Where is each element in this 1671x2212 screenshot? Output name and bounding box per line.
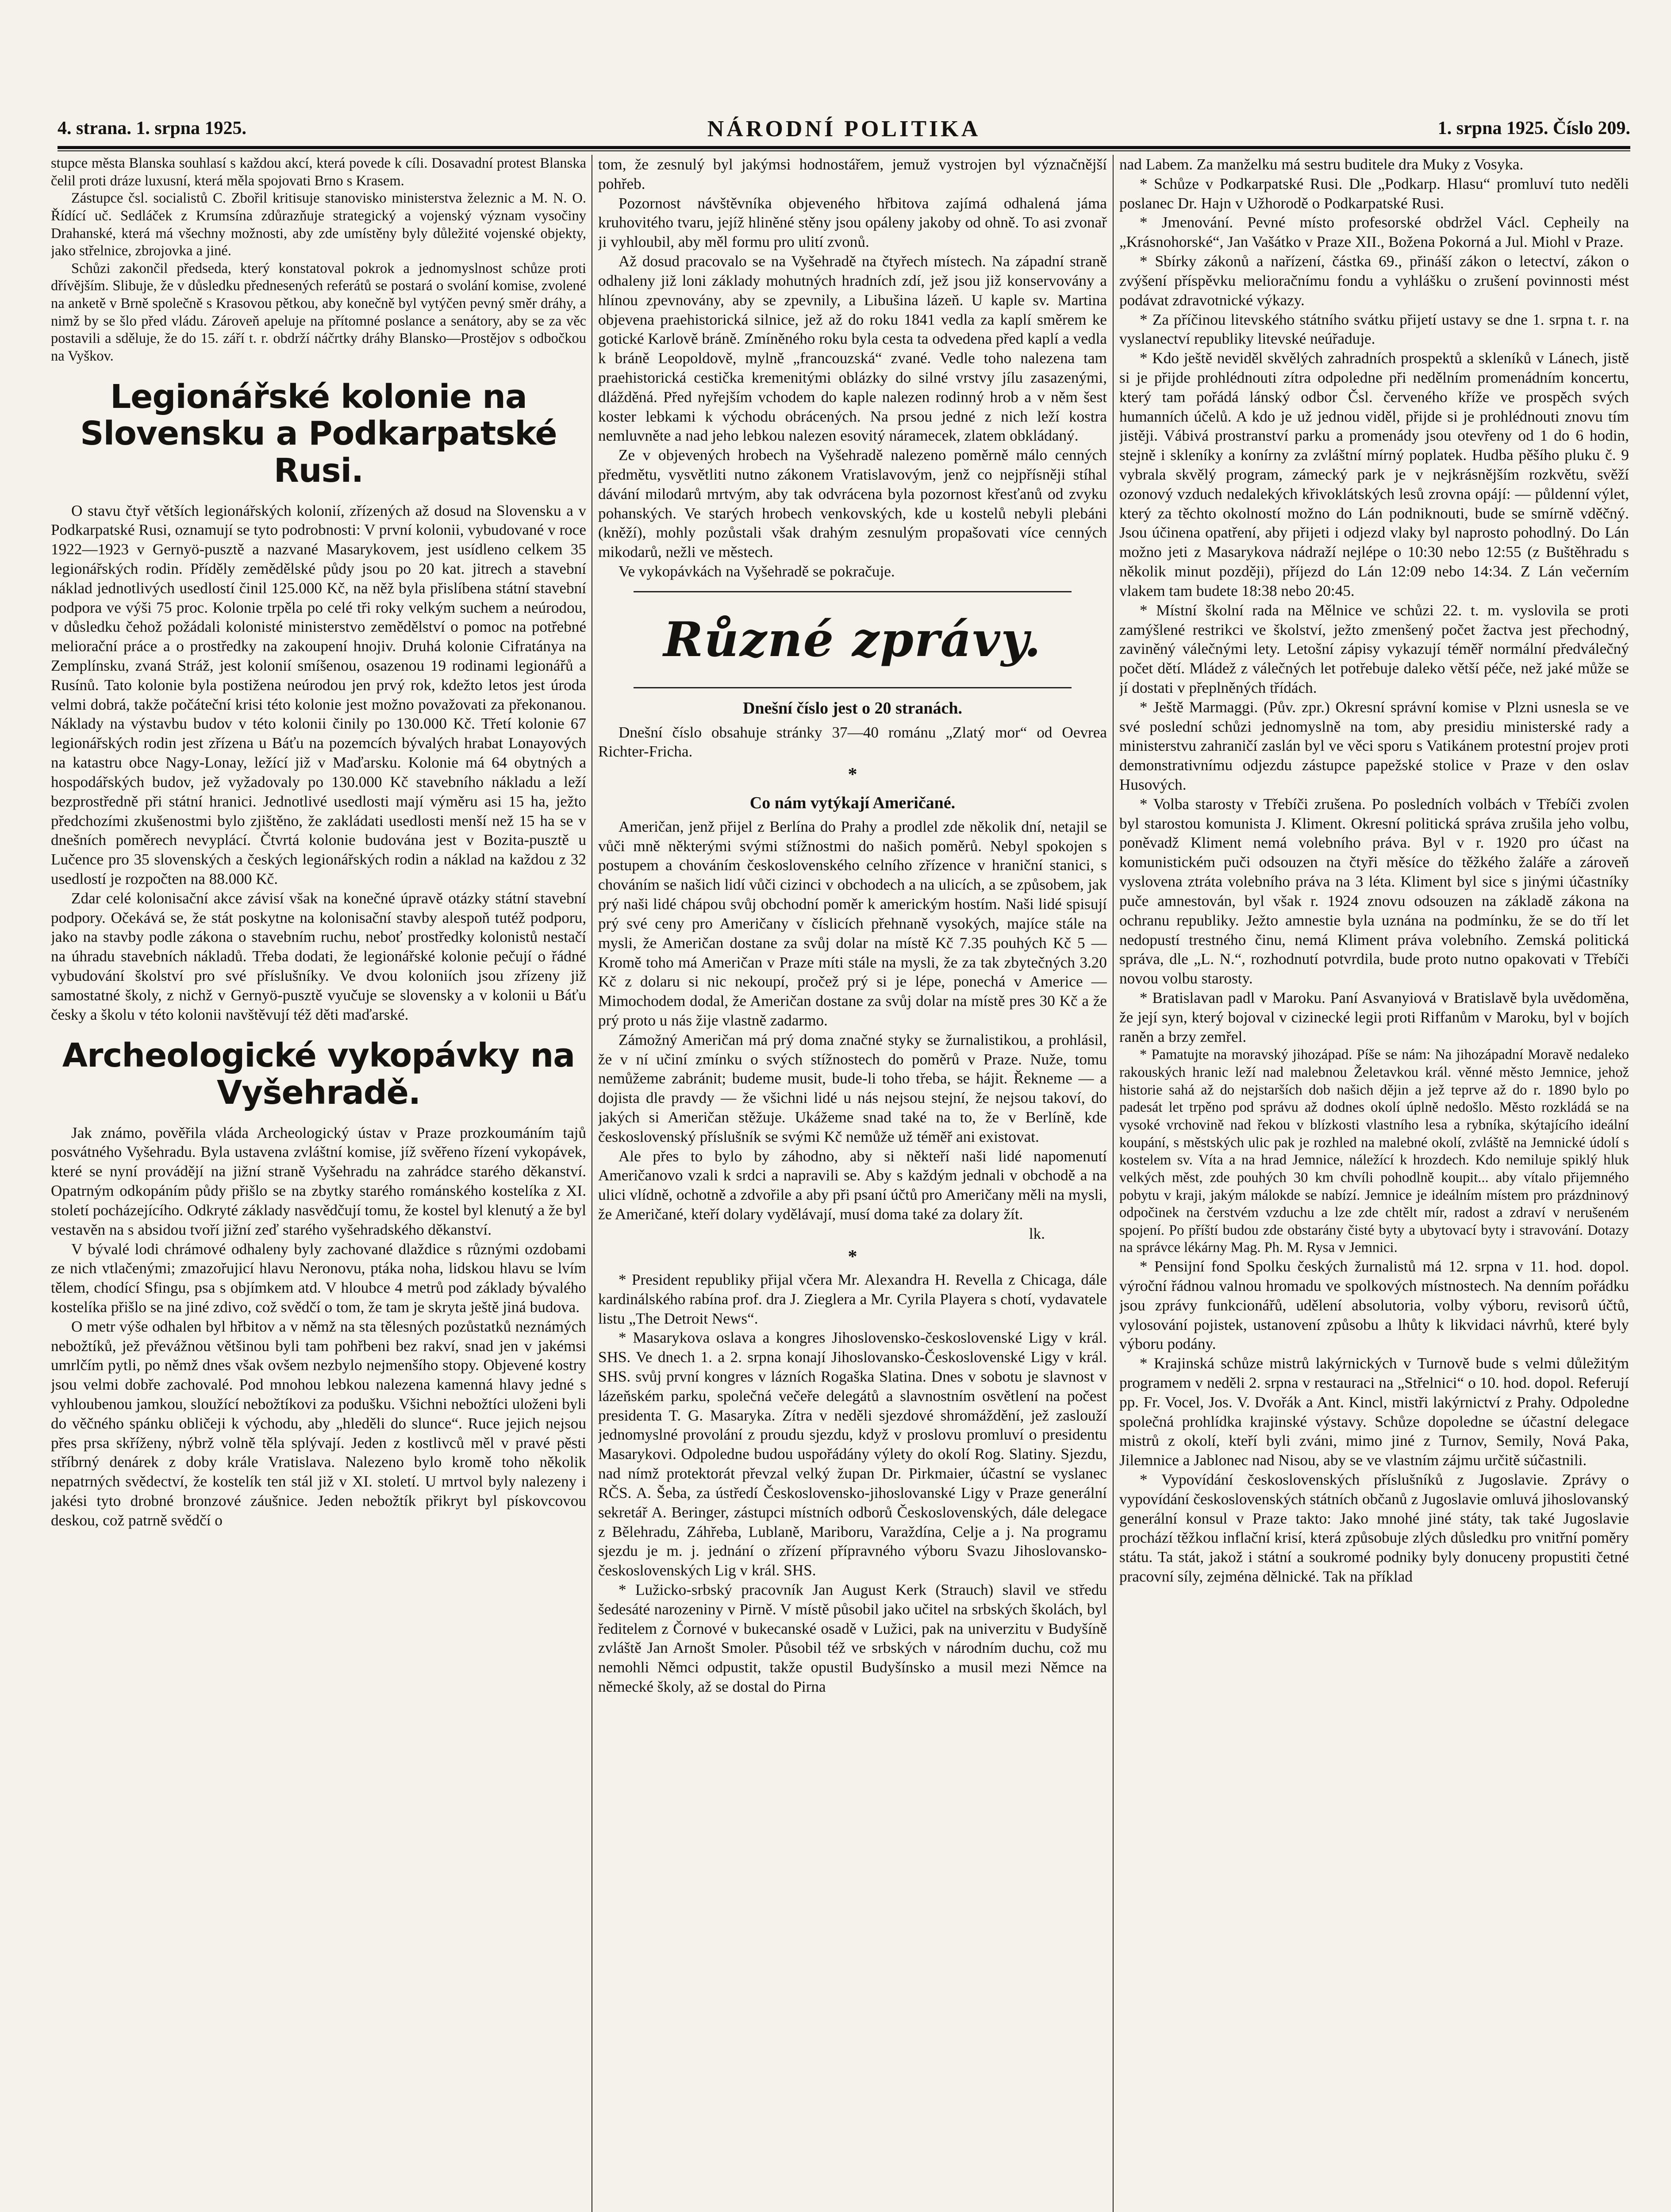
article-paragraph: Zdar celé kolonisační akce závisí však na konečné úpravě otázky státní stavební podpory. Očekává se, že stát poskytne na kolonisační stavby alespoň tutéž podporu, jako na stavby podle zákona o stavebním ruchu, neboť prostředky kolonistů nestačí na úhradu stavebních nákladů. Třeba dodati, že legionářské kolonie pečují o řádné vybudování školství pro své příslušníky. Ve dvou koloniích jsou zřízeny již samostatné školy, z nichž v Gernyö-pusztě vyučuje se slovensky a v kolonii u Báťu česky a školu v této kolonii navštěvují též děti maďarské.	[51, 889, 586, 1023]
news-item: * Vypovídání československých příslušníků z Jugoslavie. Zprávy o vypovídání československých státních občanů z Jugoslavie omluvá jihoslovanský generální konsul v Praze takto: Jako mnohé jiné státy, tak také Jugoslavie prochází těžkou inflační krisí, která způsobuje zlých důsledku pro vnitřní poměry státu. Ta stát, jakož i státní a soukromé podniky byly donuceny propustiti četné pracovní síly, zejména dělnické. Tak na příklad	[1119, 1471, 1629, 1586]
article-paragraph: Zámožný Američan má prý doma značné styky se žurnalistikou, a prohlásil, že v ní učiní zmínku o svých stížnostech do poměrů v Praze. Nuže, tomu nemůžeme zabránit; budeme musit, bude-li toho třeba, se hájit. Řekneme — a dojista dle pravdy — že všichni lidé u nás nejsou stejní, že nejsou takoví, do jakých si Američan stěžuje. Ukážeme snad také na to, že v Berlíně, kde československý příslušník se svými Kč nemůže už téměř ani existovat.	[598, 1031, 1107, 1145]
news-item: * Za příčinou litevského státního svátku přijetí ustavy se dne 1. srpna t. r. na vyslanectví republiky litevské neúřaduje.	[1119, 311, 1629, 348]
news-item: * Ještě Marmaggi. (Pův. zpr.) Okresní správní komise v Plzni usnesla se ve své poslední schůzi jednomyslně na tom, aby presidiu ministerské rady a ministerstvu zahraničí zaslán byl ve věci sporu s Vatikánem protestní projev proti demonstrativnímu odjezdu zástupce papežské stolice v Praze v den oslav Husových.	[1119, 698, 1629, 793]
headline-archaeology: Archeologické vykopávky na Vyšehradě.	[62, 1037, 575, 1112]
news-item: * Místní školní rada na Mělnice ve schůzi 22. t. m. vyslovila se proti zamýšlené restrikci ve školství, ježto zmenšený počet žactva jest přechodný, zaviněný válečnými lety. Letošní zápisy vykazují téměř normální předválečný počet dětí. Mládež z válečných let potřebuje daleko větší péče, než jaké může se jí dostati v přeplněných třídách.	[1119, 601, 1629, 696]
article-paragraph: Dnešní číslo obsahuje stránky 37—40 románu „Zlatý mor“ od Oevrea Richter-Fricha.	[598, 723, 1107, 760]
article-paragraph: O stavu čtyř větších legionářských kolonií, zřízených až dosud na Slovensku a v Podkarpatské Rusi, oznamují se tyto podrobnosti: V první kolonii, vybudované v roce 1922—1923 v Gernyö-pusztě a nazvané Masarykovem, jest usídleno celkem 35 legionářských rodin. Příděly zemědělské půdy jsou po 20 kat. jitrech a stavební náklad jednotlivých usedlostí činil 125.000 Kč, na něž byla přislíbena státní stavební podpora ve výši 75 proc. Kolonie trpěla po celé tři roky velkým suchem a neúrodou, v důsledku čehož požádali kolonisté ministerstvo zemědělství o pomoc na potřebné meliorační práce a o prostředky na zakoupení hnojiv. Druhá kolonie Cifratánya na Zemplínsku, zvaná Stráž, jest kolonií smíšenou, osazenou 19 rodinami legionářů a Rusínů. Tato kolonie byla postižena neúrodou jen prvý rok, kdežto letos jest úroda velmi dobrá, takže počáteční krisi této kolonie jest možno považovati za překonanou. Náklady na výstavbu budov v této kolonii činily po 130.000 Kč. Třetí kolonie 67 legionářských rodin jest zřízena u Báťu na pozemcích bývalých hrabat Lonayových na katastru obce Nagy-Lonay, ležící již v Maďarsku. Kolonie má 64 obytných a hospodářských budov, jež vyžadovaly po 130.000 Kč stavebního nákladu a leží bezprostředně při státní hranici. Jednotlivé usedlosti mají výměru asi 15 ha, ježto předchozími zkušenostmi bylo zjištěno, že zakládati usedlosti menší než 15 ha se v dnešních poměrech nevyplácí. Čtvrtá kolonie budována jest v Bozita-pusztě u Lučence pro 35 slovenských a českých legionářských rodin a náklad na každou z 32 usedlostí je rozpočten na 88.000 Kč.	[51, 502, 586, 887]
article-paragraph: tom, že zesnulý byl jakýmsi hodnostářem, jemuž vystrojen byl význačnější pohřeb.	[598, 156, 1107, 192]
date-issue-number: 1. srpna 1925. Číslo 209.	[1437, 118, 1630, 138]
column-2	[598, 155, 1107, 2212]
article-paragraph: Až dosud pracovalo se na Vyšehradě na čtyřech místech. Na západní straně odhaleny již loni základy mohutných hradních zdí, jež jsou již konservovány a hlínou zpevnovány, aby se zpevnily, a Libušina lázeň. U kaple sv. Martina objevena praehistorická silnice, jež až do roku 1841 vedla za kaplí směrem ke gotické Karlově bráně. Zmíněného roku byla cesta ta odvedena před kaplí a vedla k bráně Leopoldově, mylně „francouzská“ zvané. Vedle toho nalezena tam praehistorická cestička kremenitými oblázky do silné vrstvy jílu zasazenými, dlážděná. Před nyřejším vchodem do kaple nalezen rodinný hrob a v něm šest koster lebkami k východu obrácených. Na prsou jedné z nich leží kostra nemluvněte a nad jeho lebkou nalezen esovitý náramecek, zlatem obkládaný.	[598, 253, 1107, 445]
article-paragraph: O metr výše odhalen byl hřbitov a v němž na sta tělesných pozůstatků neznámých nebožtíků, jež převážnou většinou byli tam pohřbeni bez rakví, snad jen v jakémsi umrlčím pytli, po němž dnes však ovšem nezbylo nejmenšího stopy. Objevené kostry jsou velmi dobře zachovalé. Pod mnohou lebkou nalezena kamenná hlavy jedné s vyhloubenou jamkou, sloužící nebožtíkovi za podušku. Všichni nebožtíci uloženi byli do věčného spánku obličeji k východu, aby „hleděli do slunce“. Ruce jejich nejsou přes prsa skříženy, nýbrž volně těla splývají. Jeden z kostlivců měl v pravé pěsti stříbrný denárek z doby krále Vratislava. Nalezeno bylo kromě toho několik nepatrných svědectví, že kostelík ten stál již v XI. století. U mrtvol byly nalezeny i jakési tyto drobné bronzové záušnice. Jeden nebožtík přikryt byl pískovcovou deskou, což patrně svědčí o	[51, 1317, 586, 1529]
news-item: * Bratislavan padl v Maroku. Paní Asvanyiová v Bratislavě byla uvědoměna, že její syn, který bojoval v cizinecké legii proti Riffanům v Maroku, byl v bojích raněn a brzy zemřel.	[1119, 989, 1629, 1045]
header-rule-thin	[58, 150, 1630, 151]
news-item: * Sbírky zákonů a nařízení, částka 69., přináší zákon o letectví, zákon o zvýšení příspěvku melioračnímu fondu a vyhlášku o zrušení povinnosti mést podávat zdravotnické výkazy.	[1119, 253, 1629, 309]
news-item: * Jmenování. Pevné místo profesorské obdržel Václ. Cepheily na „Krásnohorské“, Jan Vašátko v Praze XII., Božena Pokorná a Jul. Miohl v Praze.	[1119, 214, 1629, 251]
news-item: * Masarykova oslava a kongres Jihoslovensko-československé Ligy v král. SHS. Ve dnech 1. a 2. srpna konají Jihoslovansko-Československé Ligy v král. SHS. svůj první kongres v lázních Rogaška Slatina. Dnes v sobotu je slavnost v lázeňském parku, společná večeře delegátů a slavnostním osvětlení na počest presidenta T. G. Masaryka. Zítra v neděli sjezdové shromáždění, jež zaslouží jednomyslné provolání z proudu sjezdu, když v proslovu promluví o presidentu Masarykovi. Odpoledne budou uspořádány výlety do okolí Rog. Slatiny. Sjezdu, nad nímž protektorát převzal velký župan Dr. Pirkmaier, účastní se vyslanec RČS. A. Šeba, za ústředí Československo-jihoslovanské Ligy v Praze generální sekretář A. Beringer, zástupci místních odborů Československých, dále delegace z Bělehradu, Záhřeba, Lublaně, Mariboru, Varaždína, Celje a j. Na programu sjezdu je m. j. jednání o zřízení přípravného výboru Svazu Jihoslovansko-československých Lig v král. SHS.	[598, 1329, 1107, 1579]
news-item: * Pamatujte na moravský jihozápad. Píše se nám: Na jihozápadní Moravě nedaleko rakouských hranic leží nad malebnou Želetavkou král. věnné město Jemnice, jehož historie sahá až do nejstarších dob našich dějin a jež teprve až do r. 1890 bylo po padesát let trpěno pod správu až dodnes okolí úplně nedošlo. Město rozkládá se na vysoké vrchovině nad řekou v blízkosti vlastního lesa a rybníka, skýtajícího ideální koupání, s městských ulic pak je rozhled na malebné okolí, zvláště na Jemnické údolí s kostelem sv. Víta a na hrad Jemnice, náležící k hrozdech. Kdo nemiluje spiklý hluk velkých měst, zde pouhých 30 km chvíli pohodlně koupit... aby vítalo přijemného pobytu v kraji, jakým málokde se nabízí. Jemnice je ideálním místem pro prázdninový odpočinek na čerstvém vzduchu a lze zde chtělt mír, radost a zdraví v nerušeném spojení. Po příští budou zde obstarány čisté byty a ubytovací byty i stravování. Dotazy na správce lékárny Mag. Ph. M. Rysa v Jemnici.	[1119, 1047, 1629, 1256]
article-paragraph: Ze v objevených hrobech na Vyšehradě nalezeno poměrně málo cenných předmětu, vysvětliti nutno zákonem Vratislavovým, jenž co nejpřísněji stíhal dávání milodarů mrtvým, aby tak odvrácena byla pozornost křesťanů od zvyku pohanských. Ve starých hrobech venkovských, kde u kostelů nebyli plebáni (kněží), mohly pozůstali však drahým zesnulým propašovati více cenných mikodarů, nežli ve městech.	[598, 446, 1107, 561]
section-heading-various-news: Různé zprávy.	[663, 611, 1042, 668]
masthead	[58, 116, 1630, 143]
separator-asterisk: *	[848, 1246, 857, 1267]
column-3	[1119, 155, 1629, 2212]
news-item: * Krajinská schůze mistrů lakýrnických v Turnově bude s velmi důležitým programem v neděli 2. srpna v restauraci na „Střelnici“ o 10. hod. dopol. Referují pp. Fr. Vocel, Jos. V. Dvořák a Ant. Kincl, mistři lakýrnictví z Prahy. Odpoledne společná prohlídka krajinské výstavy. Schůze dopoledne se účastní delegace mistrů z okolí, kteří byli zváni, mimo jiné z Turnov, Semily, Nová Paka, Jilemnice a Jablonec nad Nisou, aby se ve vlastním zájmu určitě súčastnili.	[1119, 1355, 1629, 1469]
news-item: * President republiky přijal včera Mr. Alexandra H. Revella z Chicaga, dále kardinálského rabína prof. dra J. Zieglera a Mr. Cyrila Playera s chotí, vydavatele listu „The Detroit News“.	[598, 1271, 1107, 1327]
article-paragraph: Jak známo, pověřila vláda Archeologický ústav v Praze prozkoumáním tajů posvátného Vyšehradu. Byla ustavena zvláštní komise, jíž svěřeno řízení vykopávek, které se nyní provádějí na jižní straně Vyšehradu na zahrádce starého děkanství. Opatrným odkopáním půdy přišlo se na zbytky starého románského kostelíka z XI. století pocházejícího. Odkryté základy nasvědčují tomu, že kostel byl klenutý a že byl vestavěn na s absidou tvoří jižní zeď starého vyšehradského děkanství.	[51, 1124, 586, 1238]
headline-legion-colonies: Legionářské kolonie na Slovensku a Podkarpatské Rusi.	[80, 377, 557, 490]
article-paragraph: V bývalé lodi chrámové odhaleny byly zachované dlaždice s různými ozdobami ze nich vtlačenými; zmazořujicí hlavu Neronovu, ptáka noha, lidskou hlavu se lvím tělem, chodící Sfingu, psa s objímkem atd. V hloubce 4 metrů pod základy bývalého kostelíka přišlo se na jiné zdivo, což svědčí o tom, že tam je skryta ještě jiná budova.	[51, 1240, 586, 1316]
article-paragraph: Pozornost návštěvníka objeveného hřbitova zajímá odhalená jáma kruhovitého tvaru, jejíž hliněné stěny jsou opáleny jakoby od ohně. To asi zvonař ji vyhloubil, aby měl formu pro ulití zvonů.	[598, 194, 1107, 251]
headline-americans: Co nám vytýkají Američané.	[749, 793, 956, 812]
article-paragraph: Ale přes to bylo by záhodno, aby si někteří naši lidé napomenutí Američanovo vzali k srdci a napravili se. Aby s každým jednali v obchodě a na ulici vlídně, ochotně a zdvořile a aby při psaní účtů pro Američany měli na mysli, že Američané, kteří dolary vydělávají, musí doma také za dolary žít.	[598, 1147, 1107, 1223]
news-item: nad Labem. Za manželku má sestru buditele dra Muky z Vosyka.	[1119, 156, 1524, 173]
news-item: * Volba starosty v Třebíči zrušena. Po posledních volbách v Třebíči zvolen byl starostou komunista J. Kliment. Okresní politická správa zrušila jeho volbu, poněvadž Kliment nemá volebního práva. Byl v r. 1920 pro účast na komunistickém puči odsouzen na čtyři měsíce do těžkého žaláře a zároveň vyslovena ztráta volebního práva na 3 léta. Kliment byl sice s jinými účastníky puče amnestován, byl však r. 1924 znovu odsouzen na základě zákona na ochranu republiky. Ježto amnestie byla uznána na podmínku, že se do tří let nedopustí trestného činu, nemá Kliment práva volebního. Zemská politická správa, dle „L. N.“, rozhodnutí potvrdila, bude proto nutno opakovati v Třebíči novou volbu starosty.	[1119, 795, 1629, 987]
separator-asterisk: *	[848, 764, 857, 785]
newspaper-title: NÁRODNÍ POLITIKA	[707, 116, 981, 142]
column-divider	[1113, 155, 1114, 2212]
news-item: * Pensijní fond Spolku českých žurnalistů má 12. srpna v 11. hod. dopol. výroční řádnou valnou hromadu ve spolkových místnostech. Na denním pořádku jsou zprávy funkcionářů, udělení absolutoria, volby výboru, revisorů účtů, vylosování pojistek, ustanovení způsobu a lhůty k likvidaci návrhů, které byly výboru podány.	[1119, 1258, 1629, 1353]
article-paragraph: stupce města Blanska souhlasí s každou akcí, která povede k cíli. Dosavadní protest Blanska čelil proti dráze luxusní, která měla spojovati Brno s Krasem.	[51, 155, 586, 189]
column-1	[51, 155, 586, 2212]
notice-heading: Dnešní číslo jest o 20 stranách.	[742, 699, 963, 718]
article-paragraph: Zástupce čsl. socialistů C. Zbořil kritisuje stanovisko ministerstva železnic a M. N. O. Řídící uč. Sedláček z Krumsína zdůrazňuje strategický a vojenský význam vysočiny Drahanské, která má všechny možnosti, aby zde umístěny byly důležité vojenské objekty, jako střelnice, zbrojovka a jiné.	[51, 190, 586, 259]
section-rule	[634, 591, 1072, 592]
news-item: * Schůze v Podkarpatské Rusi. Dle „Podkarp. Hlasu“ promluví tuto neděli poslanec Dr. Hajn v Užhorodě o Podkarpatské Rusi.	[1119, 175, 1629, 212]
author-signature: lk.	[1029, 1225, 1045, 1242]
article-paragraph: Ve vykopávkách na Vyšehradě se pokračuje.	[618, 563, 895, 580]
article-paragraph: Schůzi zakončil předseda, který konstatoval pokrok a jednomyslnost schůze proti dřívějším. Slibuje, že v důsledku přednesených referátů se postará o svolání komise, zvolené na anketě v Brně společně s Krasovou pětkou, aby konečně byl vytýčen pevný směr dráhy, a nimž by se šlo před vládu. Zároveň apeluje na přítomné poslance a senátory, aby se za věc postavili a sděluje, že do 15. září t. r. obdrží náčrtky dráhy Blansko—Prostějov s odbočkou na Vyškov.	[51, 260, 586, 365]
article-paragraph: Američan, jenž přijel z Berlína do Prahy a prodlel zde několik dní, netajil se vůči mně některými svými stížnostmi do našich poměrů. Nebyl spokojen s postupem a chováním československého celního zřízence v hraniční stanici, s chováním se našich lidí vůči cizinci v obchodech a na ulicích, a se způsobem, jak prý naši lidé chápou svůj obchodní poměr k americkým hostím. Naši lidé spisují prý své ceny pro Američany v číslicích přehnaně vysokých, majíce stále na mysli, že Američan dostane za svůj dolar na místě Kč 7.35 pouhých Kč 5 — Kromě toho má Američan v Praze míti stále na mysli, že za tak zbytečných 3.20 Kč z dolaru si nic nekoupí, pročež prý si je lépe, ponechá v Americe — Mimochodem dodal, že Američan dostane za svůj dolar na místě pres 30 Kč a že prý proto u nás žije vlastně zadarmo.	[598, 818, 1107, 1029]
section-rule	[634, 687, 1072, 688]
news-item: * Lužicko-srbský pracovník Jan August Kerk (Strauch) slavil ve středu šedesáté narozeniny v Pirně. V místě působil jako učitel na srbských školách, byl ředitelem z Čornové v bukecanské osadě v Lužici, pak na univerzitu v Budyšíně zvláště Jan Arnošt Smoler. Působil též ve srbských v národním duchu, což mu nemohli Němci odpustit, takže opustil Budyšínsko a musil mezi Němce na německé školy, až se dostal do Pirna	[598, 1581, 1107, 1696]
page-number-left: 4. strana. 1. srpna 1925.	[58, 118, 247, 138]
news-item: * Kdo ještě neviděl skvělých zahradních prospektů a skleníků v Lánech, jistě si je přijde prohlédnouti zítra odpoledne při nedělním promenádním koncertu, který tam pořádá lánský odbor Čsl. červeného kříže ve prospěch svých humanních účelů. A kdo je už jednou viděl, přijde si je prohlédnouti znovu tím jistěji. Vábivá prostranství parku a promenády jsou otevřeny od 1 do 6 hodin, stejně i skleníky a konírny za zvláštní mírný poplatek. Hudba pěšího pluku č. 9 vybrala skvělý program, zámecký park je v nejkrásnějším rozkvětu, svěží ozonový vzduch nedalekých křivoklátských lesů zrovna opájí: — půldenní výlet, který za těchto okolností možno do Lán podniknouti, bude se smírně vděčný. Jsou účinena opatření, aby přijeti i odjezd vlaky byl naprosto pohodlný. Do Lán možno jeti z Masarykova nádraží nejlépe o 10:30 nebo 12:55 (z Buštěhradu s několik minut později), příjezd do Lán 12:09 nebo 14:34. Z Lán večerním vlakem tam budete 18:38 nebo 20:45.	[1119, 349, 1629, 599]
header-rule	[58, 146, 1630, 149]
